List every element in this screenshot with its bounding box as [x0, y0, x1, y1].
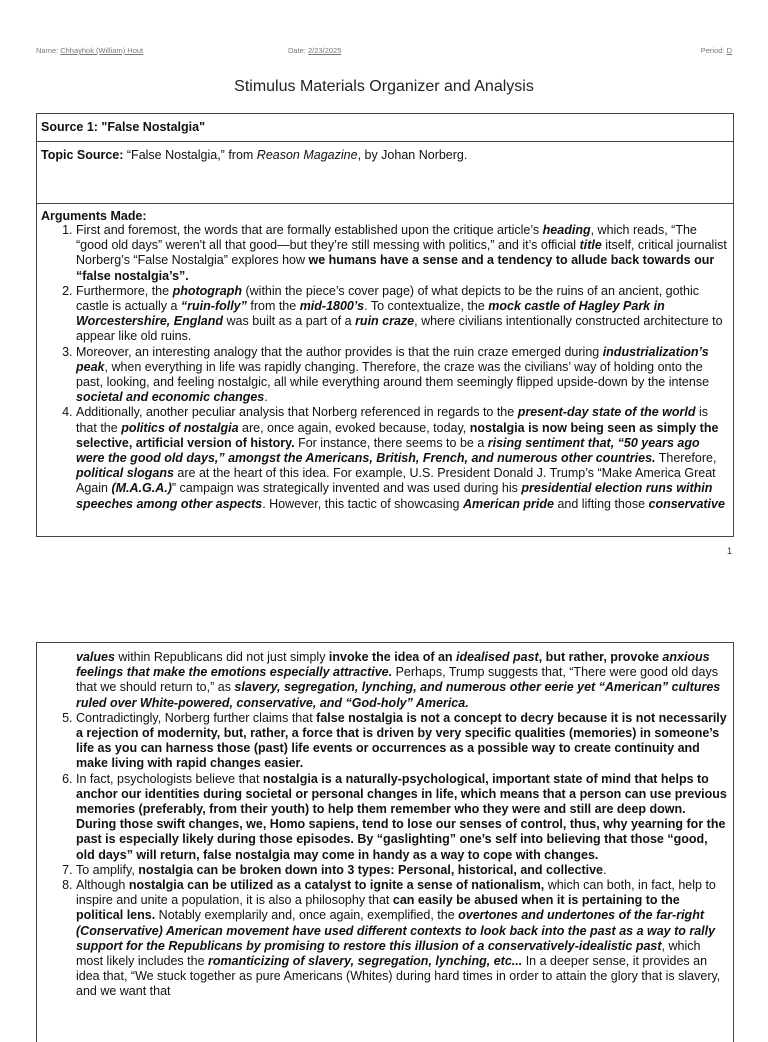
argument-item: 6. In fact, psychologists believe that nostalgia is a naturally-psychological, important state of mind that helps to anchor our identities during societal or personal changes in life, which means that a person can use previous memories (preferably, from their youth) to help them remember who they were and still are deep down. During those swift changes, we, Homo sapiens, tend to lose our senses of control, thus, why yearning for the past is especially likely during those episodes. By “gaslighting” one’s self into believing that those “good, old days” will return, false nostalgia may come in handy as a way to cope with changes.: [76, 772, 729, 863]
argument-item: 8. Although nostalgia can be utilized as a catalyst to ignite a sense of nationalism, which can both, in fact, help to inspire and unite a population, it is also a philosophy that can easily be abused when it is pertaining to the political lens. Notably exemplarily and, once again, exemplified, the overtones and undertones of the far-right (Conservative) American movement have used different contexts to look back into the past as a way to rally support for the Republicans by promising to restore this illusion of a conservatively-idealistic past, which most likely includes the romanticizing of slavery, segregation, lynching, etc... In a deeper sense, it provides an idea that, “We stuck together as pure Americans (Whites) during hard times in order to attain the glory that is slavery, and we want that: [76, 878, 729, 1000]
arguments-label: Arguments Made:: [41, 209, 147, 223]
argument-item: 4. Additionally, another peculiar analysis that Norberg referenced in regards to the present-day state of the world is that the politics of nostalgia are, once again, evoked because, today, nostalgia is now being seen as simply the selective, artificial version of history. For instance, there seems to be a rising sentiment that, “50 years ago were the good old days,” amongst the Americans, British, French, and numerous other countries. Therefore, political slogans are at the heart of this idea. For example, U.S. President Donald J. Trump’s “Make America Great Again (M.A.G.A.)” campaign was strategically invented and was used during his presidential election runs within speeches among other aspects. However, this tactic of showcasing American pride and lifting those conservative: [76, 405, 729, 511]
page-title: Stimulus Materials Organizer and Analysis: [234, 78, 534, 95]
argument-item: 3. Moreover, an interesting analogy that the author provides is that the ruin craze emerged during industrialization’s peak, when everything in life was rapidly changing. Therefore, the craze was the civilians’ way of holding onto the past, looking, and feeling nostalgic, all while everything around them seemingly flipped upside-down by the intense societal and economic changes.: [76, 345, 729, 406]
argument-item-continued: values within Republicans did not just simply invoke the idea of an idealised past, but rather, provoke anxious feelings that make the emotions especially attractive. Perhaps, Trump suggests that, “There were good old days that we should return to,” as slavery, segregation, lynching, and numerous other eerie yet “American” cultures ruled over White-powered, conservative, and “God-holy” America.: [76, 650, 721, 710]
page-number: 1: [726, 546, 732, 556]
argument-item: 2. Furthermore, the photograph (within the piece’s cover page) of what depicts to be the ruins of an ancient, gothic castle is actually a “ruin-folly” from the mid-1800’s. To contextualize, the mock castle of Hagley Park in Worcestershire, England was built as a part of a ruin craze, where civilians intentionally constructed architecture to appear like old ruins.: [76, 284, 729, 345]
name-field: Name: Chhayhok (William) Hout: [36, 46, 144, 55]
arguments-section: [37, 204, 733, 512]
argument-item: 5. Contradictingly, Norberg further claims that false nostalgia is not a concept to decry because it is not necessarily a rejection of modernity, but, rather, a force that is driven by very specific qualities (memories) in someone’s life as you can harness those (past) life events or occurrences as a possible way to create continuity and make living with rapid changes easier.: [76, 711, 729, 772]
source-heading: Source 1: "False Nostalgia": [37, 114, 733, 142]
arguments-continued: [36, 642, 734, 1042]
source-table: [36, 113, 734, 537]
argument-item: 1. First and foremost, the words that are formally established upon the critique article’s heading, which reads, “The “good old days” weren't all that good—but they’re still messing with politics,” and it’s official title itself, critical journalist Norberg’s “False Nostalgia” explores how we humans have a sense and a tendency to allude back towards our “false nostalgia’s”.: [76, 223, 729, 284]
date-field: Date: 2/23/2025: [288, 46, 342, 55]
topic-source-row: Topic Source: “False Nostalgia,” from Reason Magazine, by Johan Norberg.: [37, 142, 733, 204]
period-field: Period: D: [700, 46, 732, 55]
argument-item: 7. To amplify, nostalgia can be broken down into 3 types: Personal, historical, and collective.: [76, 863, 729, 878]
